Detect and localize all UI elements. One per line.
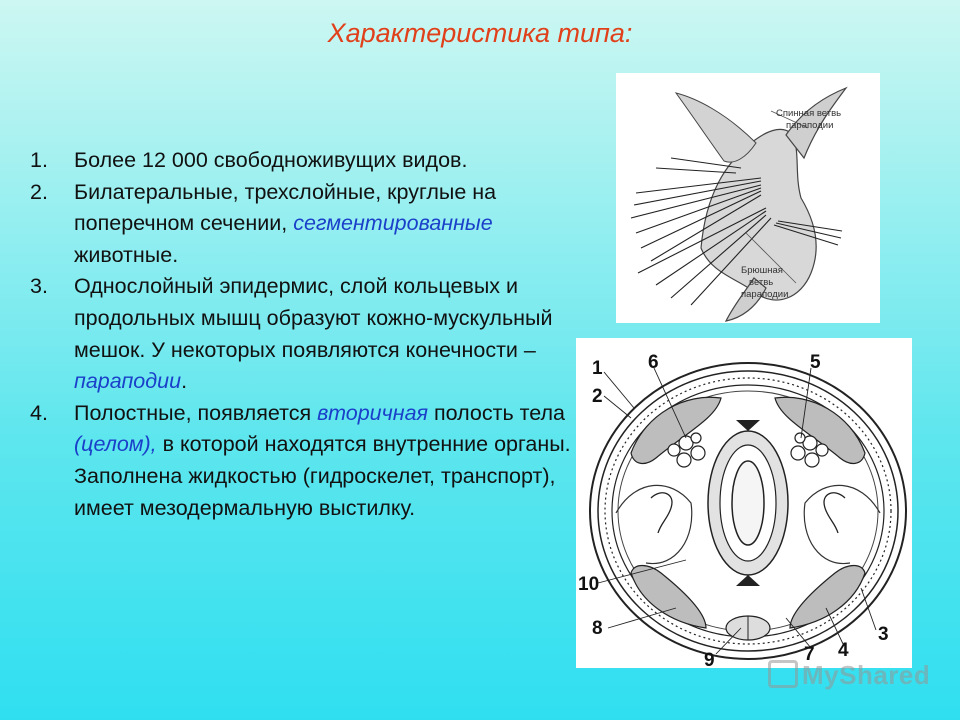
list-item-text: Билатеральные, трехслойные, круглые на поперечном сечении, <box>74 179 497 236</box>
list-item-number: 3. <box>30 274 48 299</box>
list-item-number: 4. <box>30 400 48 425</box>
ventral-branch-label-3: параподии <box>741 289 789 300</box>
ventral-branch-label-2: ветвь <box>749 277 774 288</box>
list-item-text: полость тела <box>428 400 565 425</box>
label-7: 7 <box>804 644 815 665</box>
label-9: 9 <box>704 650 715 668</box>
label-2: 2 <box>592 386 603 407</box>
label-6: 6 <box>648 352 659 373</box>
highlighted-term: вторичная <box>317 400 429 425</box>
list-item-number: 1. <box>30 148 48 172</box>
characteristics-list <box>30 145 580 524</box>
cross-section-illustration <box>576 338 912 668</box>
parapodium-illustration <box>616 73 880 323</box>
list-item-text: Полостные, появляется <box>74 400 318 425</box>
dorsal-branch-label-2: параподии <box>786 120 834 131</box>
list-item-number: 2. <box>30 179 48 204</box>
label-4: 4 <box>838 640 849 661</box>
list-item <box>30 398 580 524</box>
label-10: 10 <box>578 574 600 595</box>
watermark <box>768 660 930 691</box>
list-item-text: животные. <box>74 242 179 267</box>
list-item <box>30 271 580 397</box>
list-item <box>30 177 580 272</box>
label-5: 5 <box>810 352 821 373</box>
watermark-text: MyShared <box>802 660 931 690</box>
list-item-text: в которой находятся внутренние органы. Заполнена жидкостью (гидроскелет, транспорт), имеет мезодермальную выстилку. <box>74 432 571 520</box>
list-item-text: Однослойный эпидермис, слой кольцевых и продольных мышц образуют кожно-мускульный мешок. У некоторых появляются конечности – <box>74 274 553 362</box>
list-item-text: . <box>181 369 188 394</box>
ventral-branch-label-1: Брюшная <box>741 265 783 276</box>
list-item-text: Более 12 000 свободноживущих видов. <box>74 148 468 172</box>
dorsal-branch-label-1: Спинная ветвь <box>776 108 842 119</box>
highlighted-term: параподии <box>74 369 182 394</box>
label-1: 1 <box>592 358 603 379</box>
label-3: 3 <box>878 624 889 645</box>
slide-title: Характеристика типа: <box>327 18 633 48</box>
highlighted-term: сегментированные <box>293 211 493 236</box>
highlighted-term: (целом), <box>74 432 157 457</box>
label-8: 8 <box>592 618 603 639</box>
list-item <box>30 145 580 177</box>
watermark-logo-icon <box>768 660 798 688</box>
